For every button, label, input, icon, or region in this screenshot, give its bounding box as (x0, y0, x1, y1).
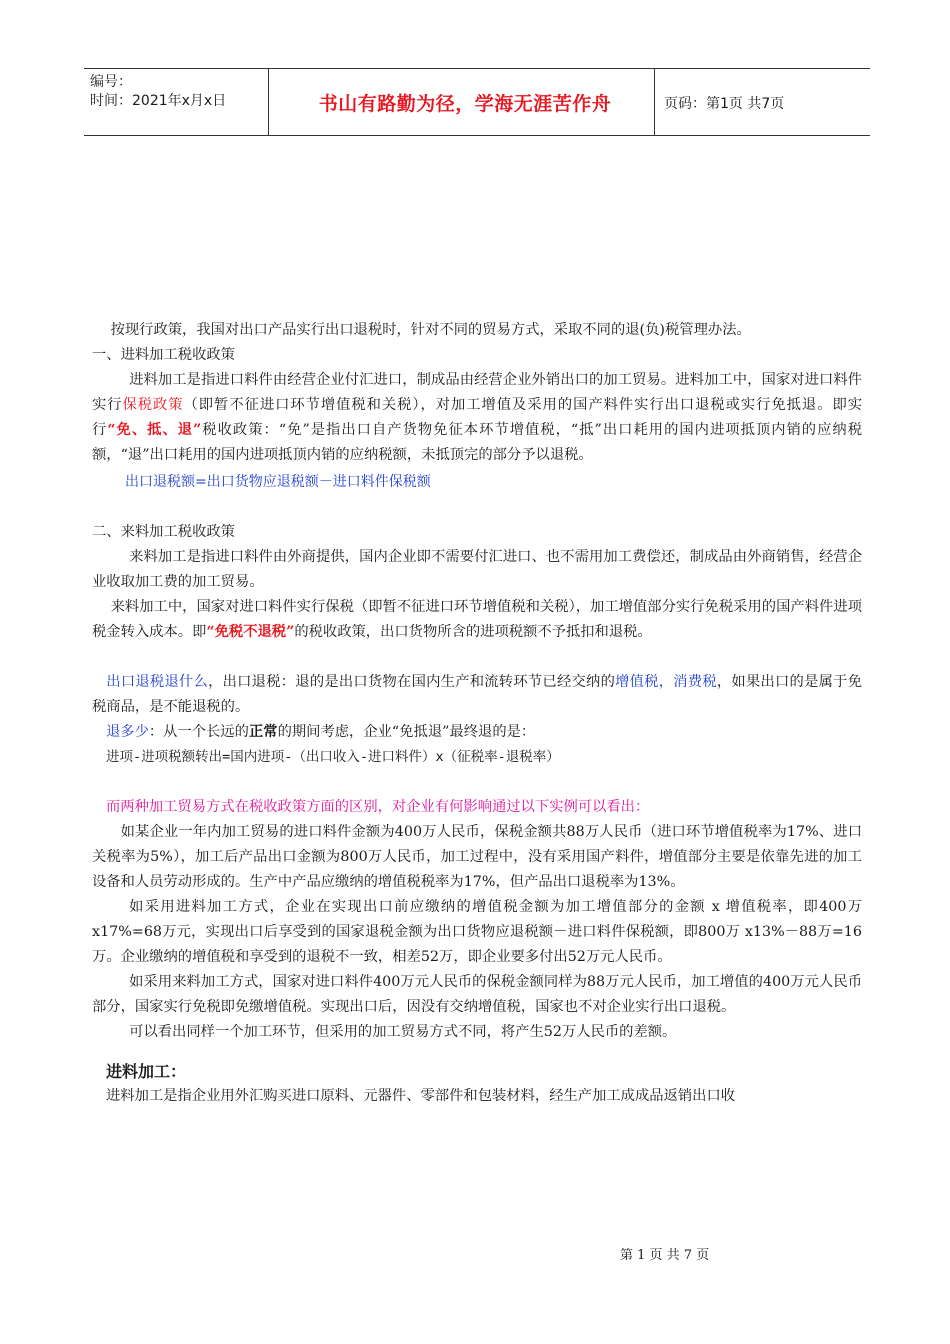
difference-title: 而两种加工贸易方式在税收政策方面的区别，对企业有何影响通过以下实例可以看出： (106, 799, 650, 815)
spacer (92, 645, 862, 670)
normal-highlight: 正常 (248, 724, 278, 740)
processing-title: 进料加工： (106, 1062, 187, 1081)
page-header (84, 68, 870, 136)
header-meta (90, 73, 226, 111)
spacer (92, 1045, 862, 1059)
bonded-policy-highlight: 保税政策 (122, 397, 184, 413)
text-run: 的期间考虑，企业“免抵退”最终退的是： (277, 724, 536, 740)
text-run: ，如果出口的是属于免税商品，是不能退税的。 (92, 674, 863, 715)
text-run: 进料加工是指进口料件由经营企业付汇进口，制成品由经营企业外销出口的加工贸易。进料加工中，国家对进口料件实行 (92, 372, 862, 413)
section-2-title: 二、来料加工税收政策 (92, 524, 235, 540)
page-footer: 第 1 页 共 7 页 (620, 1248, 710, 1263)
spacer (92, 770, 862, 795)
example-paragraph-3: 如采用来料加工方式，国家对进口料件400万元人民币的保税金额同样为88万元人民币，加工增值的400万元人民币部分，国家实行免税即免缴增值税。实现出口后，因没有交纳增值税，国家也不对企业实行出口退税。 (92, 974, 862, 1015)
date-label: 时间：2021年x月x日 (90, 93, 227, 109)
text-run: 税收政策：“免”是指出口自产货物免征本环节增值税，“抵”出口耗用的国内进项抵顶内销的应纳税额，“退”出口耗用的国内进项抵顶内销的应纳税额，未抵顶完的部分予以退税。 (92, 422, 863, 463)
example-paragraph-1: 如某企业一年内加工贸易的进口料件金额为400万人民币，保税金额共88万人民币（进口环节增值税率为17%、进口关税率为5%），加工后产品出口金额为800万人民币，加工过程中，没有采用国产料件，增值部分主要是依靠先进的加工设备和人员劳动形成的。生产中产品应缴纳的增值税税率为17%，但产品出口退税率为13%。 (92, 824, 862, 890)
text-run: ，出口退税：退的是出口货物在国内生产和流转环节已经交纳的 (208, 674, 616, 690)
example-paragraph-4: 可以看出同样一个加工环节，但采用的加工贸易方式不同，将产生52万人民币的差额。 (129, 1024, 677, 1040)
spacer (92, 495, 862, 520)
text-run: （即暂不征进口环节增值税和关税），对加工增值及采用的国产料件实行出口退税或实行免抵退。即实行 (92, 397, 862, 438)
vat-consumption-tax-highlight: 增值税，消费税 (615, 674, 717, 690)
refund-what-paragraph (92, 670, 862, 720)
formula-refund: 出口退税额=出口货物应退税额－进口料件保税额 (125, 474, 431, 490)
section-2-paragraph-2 (92, 595, 862, 645)
intro-paragraph: 按现行政策，我国对出口产品实行出口退税时，针对不同的贸易方式，采取不同的退(负)税管理办法。 (110, 322, 751, 338)
section-1-title: 一、进料加工税收政策 (92, 347, 235, 363)
header-page-info: 页码：第1页 共7页 (664, 96, 785, 112)
refund-how-label: 退多少 (106, 724, 149, 740)
example-paragraph-2: 如采用进料加工方式，企业在实现出口前应缴纳的增值税金额为加工增值部分的金额 x 增值税率，即400万 x17%=68万元，实现出口后享受到的国家退税金额为出口货物应退税额－进口料件保税额，即800万 x13%－88万=16万。企业缴纳的增值税和享受到的退税不一致，相差52万，即企业要多付出52万元人民币。 (92, 899, 862, 965)
refund-how-paragraph (92, 720, 862, 745)
text-run: 的税收政策，出口货物所含的进项税额不予抵扣和退税。 (294, 624, 652, 640)
text-run: 来料加工中，国家对进口料件实行保税（即暂不征进口环节增值税和关税），加工增值部分实行免税采用的国产料件进项税金转入成本。即 (92, 599, 862, 640)
processing-paragraph: 进料加工是指企业用外汇购买进口原料、元器件、零部件和包装材料，经生产加工成成品返销出口收 (106, 1088, 736, 1104)
formula-refund-amount: 进项-进项税额转出=国内进项-（出口收入-进口料件）x（征税率-退税率） (106, 749, 560, 765)
header-divider (268, 69, 269, 135)
exempt-offset-refund-highlight: “免、抵、退” (107, 422, 202, 438)
header-motto: 书山有路勤为径，学海无涯苦作舟 (318, 92, 612, 115)
text-run: ：从一个长远的 (148, 724, 249, 740)
exempt-no-refund-highlight: “免税不退税” (206, 624, 295, 640)
refund-what-label: 出口退税退什么 (106, 674, 209, 690)
section-2-paragraph-1: 来料加工是指进口料件由外商提供，国内企业即不需要付汇进口、也不需用加工费偿还，制成品由外商销售，经营企业收取加工费的加工贸易。 (92, 549, 862, 590)
number-label: 编号： (90, 74, 132, 90)
section-1-paragraph (92, 368, 862, 468)
header-divider (654, 69, 655, 135)
document-body (92, 318, 862, 1109)
